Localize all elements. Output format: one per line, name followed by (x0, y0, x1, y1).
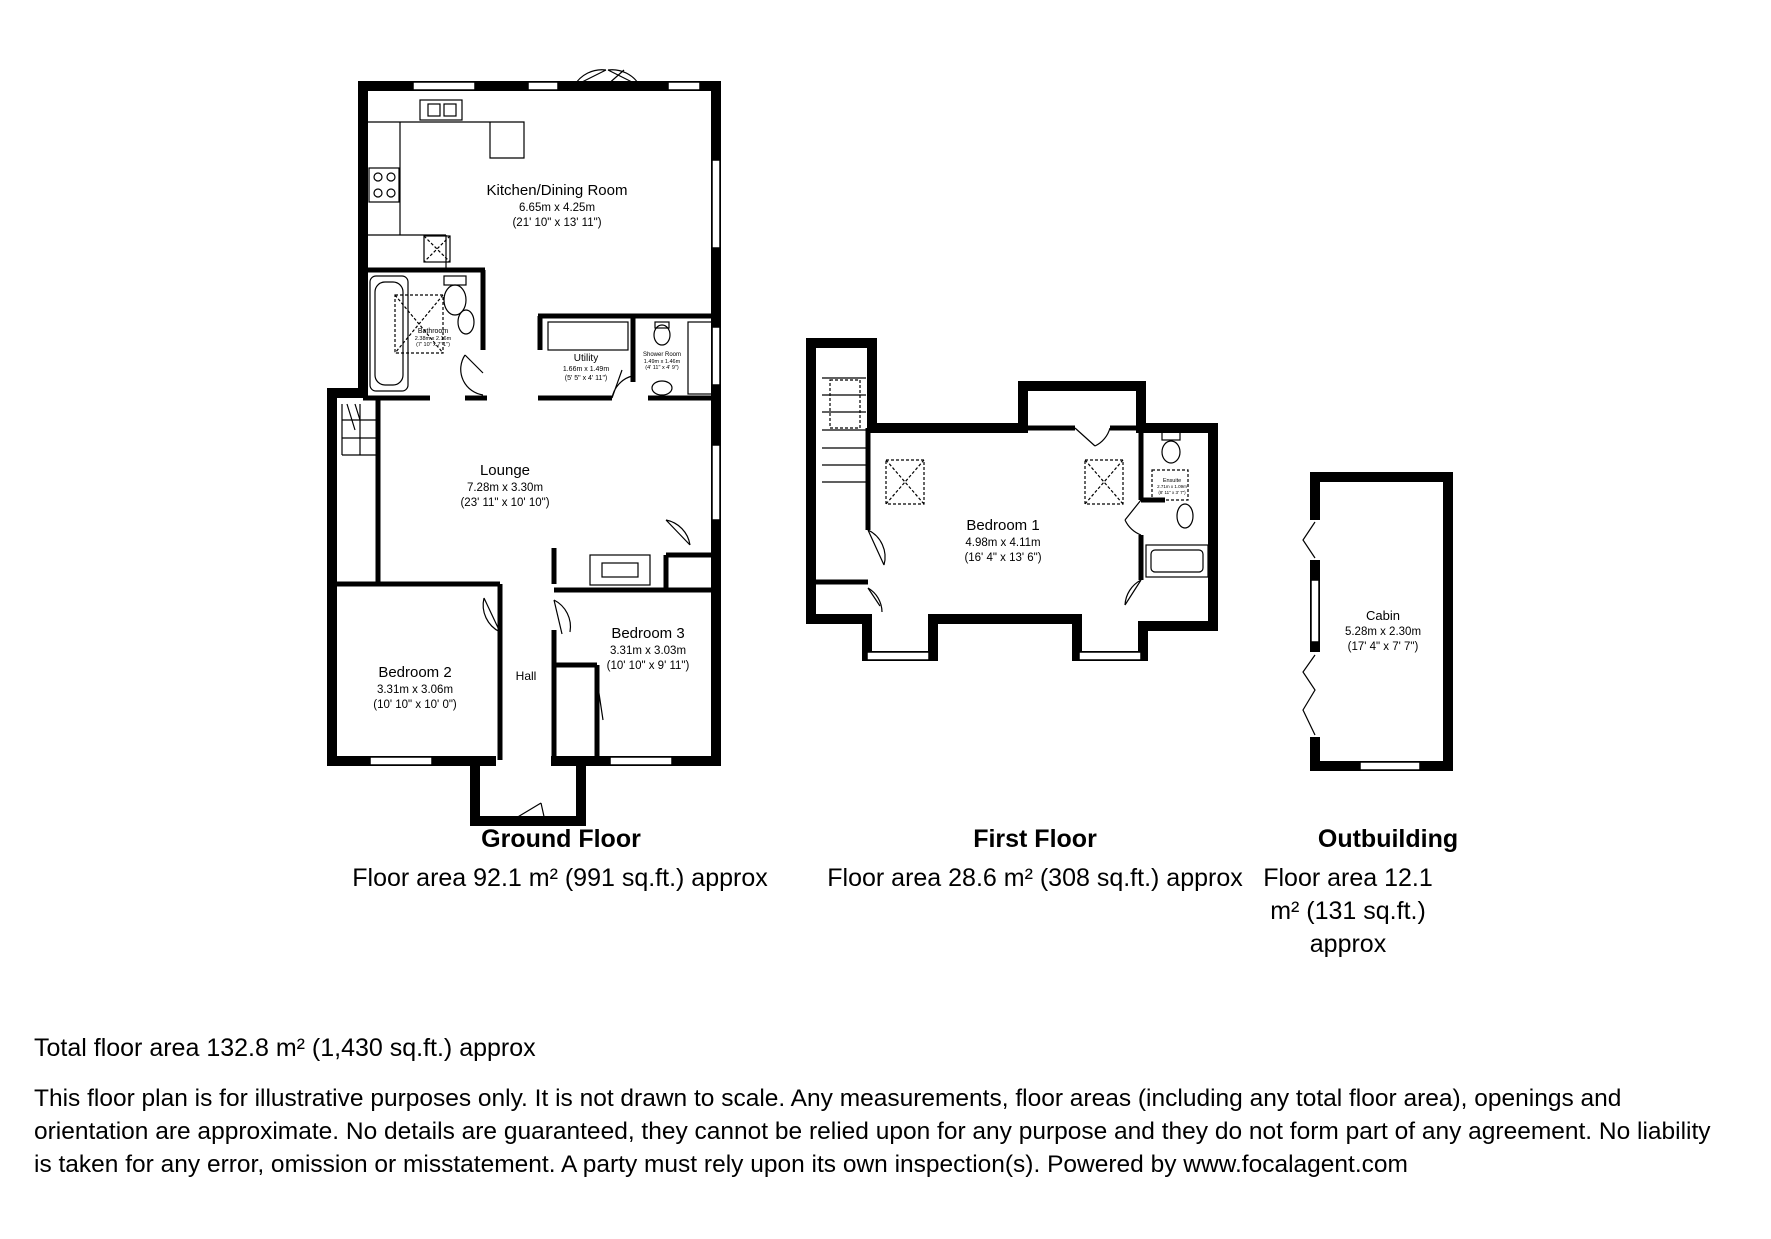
total-floor-area: Total floor area 132.8 m² (1,430 sq.ft.) approx (34, 1034, 536, 1062)
bedroom3-name: Bedroom 3 (611, 625, 685, 642)
ground-floor-title: Ground Floor (481, 825, 641, 853)
cabin-name: Cabin (1366, 608, 1400, 623)
lounge-dim-m: 7.28m x 3.30m (466, 482, 544, 494)
bathroom-dim-ft: (7' 10" x 7' 1") (416, 342, 450, 348)
lounge-name: Lounge (479, 462, 531, 479)
cabin-dim-ft: (17' 4" x 7' 7") (1347, 641, 1419, 653)
bedroom3-dim-m: 3.31m x 3.03m (609, 645, 687, 657)
bedroom1-dim-m: 4.98m x 4.11m (965, 537, 1041, 549)
shower-name: Shower Room (642, 352, 682, 358)
kitchen-dim-m: 6.65m x 4.25m (518, 202, 596, 214)
bathroom-dim-m: 2.38m x 2.16m (414, 336, 452, 342)
hall-name: Hall (515, 669, 537, 683)
room-labels (373, 182, 1421, 711)
kitchen-dim-ft: (21' 10" x 13' 11") (512, 217, 602, 229)
bedroom2-dim-ft: (10' 10" x 10' 0") (373, 699, 457, 711)
shower-dim-ft: (4' 11" x 4' 9") (645, 365, 679, 371)
first-floor-plan (811, 338, 1213, 660)
ensuite-dim-m: 2.71m x 1.09m (1157, 484, 1187, 489)
first-floor-area: Floor area 28.6 m² (308 sq.ft.) approx (827, 864, 1243, 892)
bedroom3-dim-ft: (10' 10" x 9' 11") (606, 660, 690, 672)
lounge-dim-ft: (23' 11" x 10' 10") (460, 497, 550, 509)
bedroom2-name: Bedroom 2 (378, 664, 452, 681)
bedroom2-dim-m: 3.31m x 3.06m (376, 684, 454, 696)
bedroom1-name: Bedroom 1 (966, 517, 1040, 534)
ground-floor-area: Floor area 92.1 m² (991 sq.ft.) approx (352, 864, 768, 892)
ensuite-name: Ensuite (1162, 478, 1182, 484)
bathroom-name: Bathroom (417, 328, 449, 335)
disclaimer-text: This floor plan is for illustrative purposes only. It is not drawn to scale. Any measurements, floor areas (including any total floor area), openings and orientation are approximate. No details are guaranteed, they cannot be relied upon for any purpose and they do not form part of any agreement. No liability is taken for any error, omission or misstatement. A party must rely upon its own inspection(s). Powered by www.focalagent.com (34, 1085, 1711, 1178)
first-floor-title: First Floor (973, 825, 1097, 853)
shower-dim-m: 1.49m x 1.46m (643, 359, 681, 365)
bedroom1-dim-ft: (16' 4" x 13' 6") (964, 552, 1042, 564)
utility-dim-m: 1.66m x 1.49m (562, 366, 610, 373)
ensuite-dim-ft: (8' 11" x 3' 7") (1158, 490, 1186, 495)
outbuilding-plan (1303, 477, 1448, 770)
utility-dim-ft: (5' 5" x 4' 11") (564, 375, 608, 382)
outbuilding-area: Floor area 12.1 m² (131 sq.ft.) approx (1263, 864, 1433, 958)
outbuilding-title: Outbuilding (1317, 825, 1459, 853)
cabin-dim-m: 5.28m x 2.30m (1344, 626, 1422, 638)
kitchen-name: Kitchen/Dining Room (486, 182, 628, 199)
utility-name: Utility (573, 353, 599, 364)
